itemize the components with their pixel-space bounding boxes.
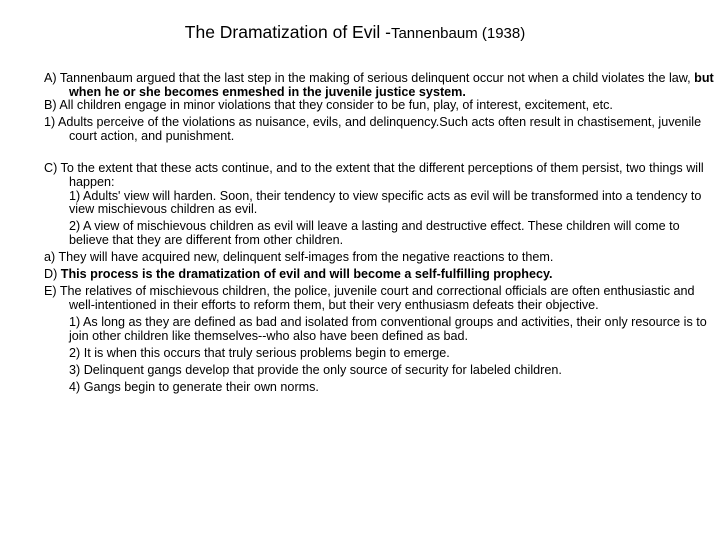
point-e-1: 1) As long as they are defined as bad and isolated from conventional groups and activities, their only resource is to join other children like themselves--who also have been defined as bad. [69, 314, 707, 343]
point-c-1: 1) Adults' view will harden. Soon, their tendency to view specific acts as evil will be transformed into a tendency to view mischievous children as evil. [69, 188, 702, 217]
point-e-3: 3) Delinquent gangs develop that provide the only source of security for labeled children. [69, 362, 562, 377]
title-author-year: Tannenbaum (1938) [390, 25, 526, 42]
point-c-2: 2) A view of mischievous children as evil will leave a lasting and destructive effect. These children will come to believe that they are different from other children. [69, 219, 680, 247]
point-d-emphasis: This process is the dramatization of evil and will become a self-fulfilling prophecy. [60, 267, 553, 282]
point-a [44, 72, 714, 99]
point-b: B) All children engage in minor violations that they consider to be fun, play, of interest, excitement, etc. [44, 98, 613, 113]
point-a-text: A) Tannenbaum argued that the last step in the making of serious delinquent occur not when a child violates the law, [44, 71, 695, 85]
point-b-1: 1) Adults perceive of the violations as nuisance, evils, and delinquency.Such acts often result in chastisement, juvenile court action, and punishment. [44, 115, 702, 143]
title-main: The Dramatization of Evil - [184, 22, 391, 42]
point-a-emphasis: but when he or she becomes enmeshed in the juvenile justice system. [69, 71, 714, 99]
point-d-prefix: D) [44, 267, 61, 282]
point-e-2: 2) It is when this occurs that truly serious problems begin to emerge. [69, 345, 450, 360]
slide-title [0, 20, 710, 46]
slide-body [44, 72, 714, 394]
point-e: E) The relatives of mischievous children, the police, juvenile court and correctional officials are often enthusiastic and well-intentioned in their efforts to reform them, but their very enthusiasm defeats their objective. [44, 284, 695, 312]
point-d [44, 268, 714, 282]
point-c: C) To the extent that these acts continue, and to the extent that the different perceptions of them persist, two things will happen: [44, 161, 704, 190]
point-c-a: a) They will have acquired new, delinquent self-images from the negative reactions to them. [44, 250, 554, 265]
point-e-4: 4) Gangs begin to generate their own norms. [69, 379, 319, 394]
